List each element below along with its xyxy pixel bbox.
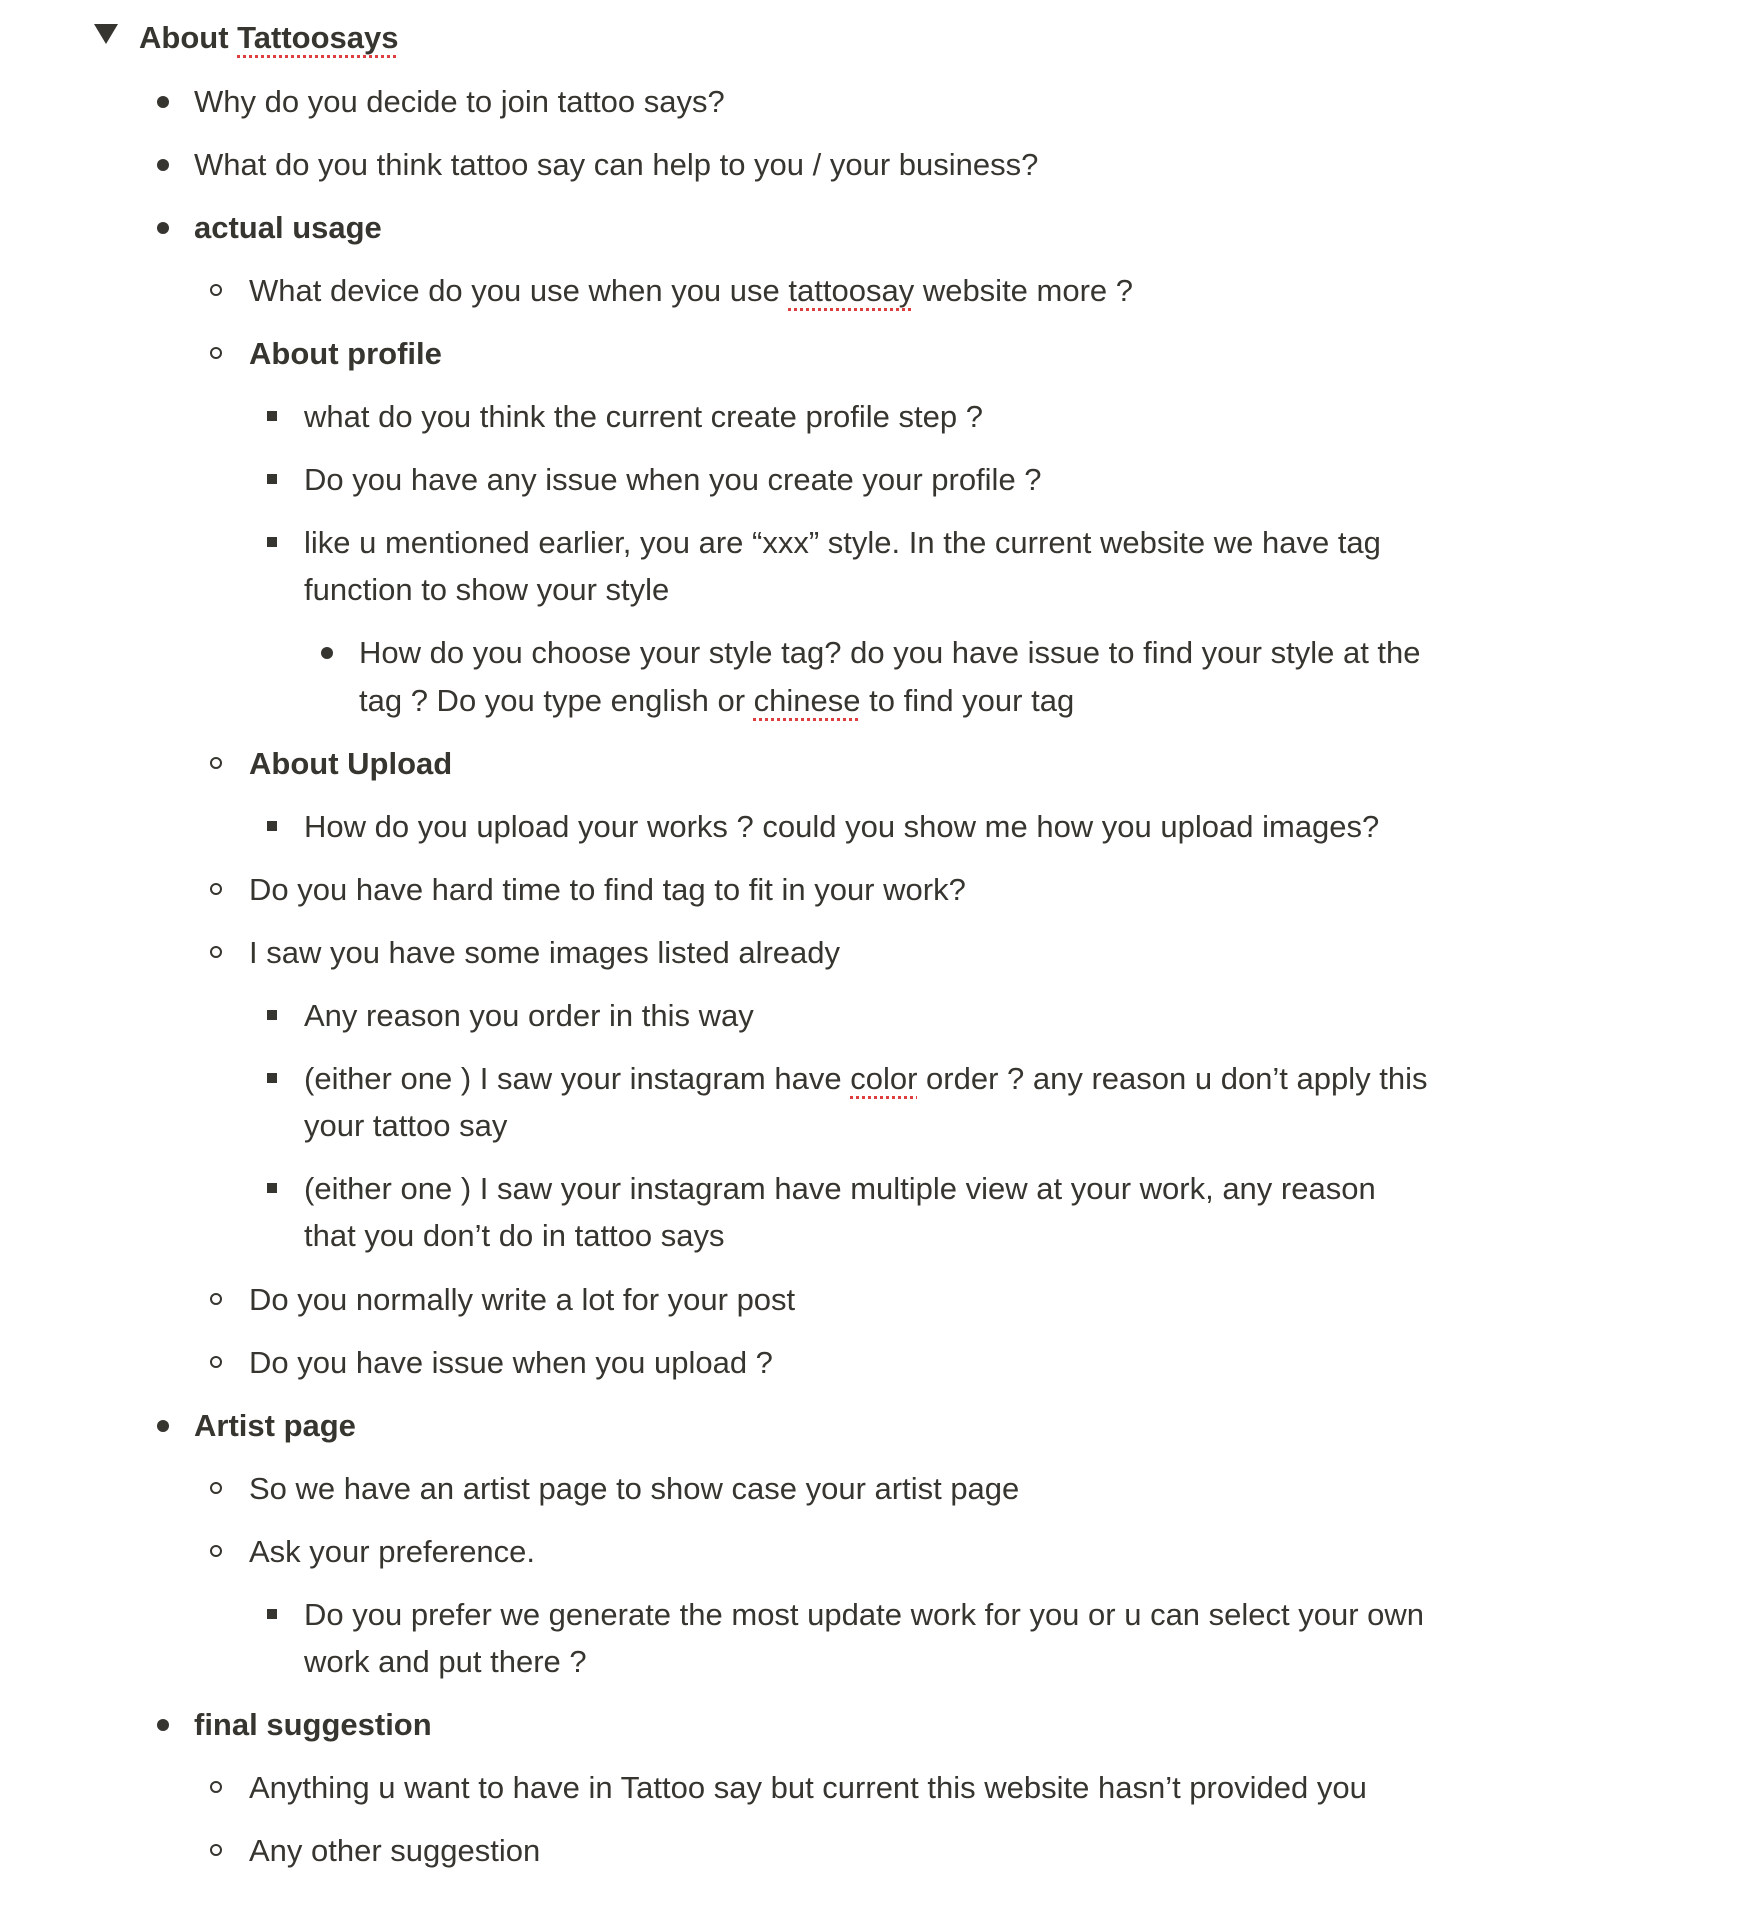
bullet-dot-icon [157, 159, 169, 171]
list-item-text: order ? any reason u don’t apply this [917, 1061, 1428, 1096]
list-item: Do you have issue when you upload ? [249, 1345, 773, 1380]
bullet-circle-icon [210, 1545, 222, 1557]
misspelled-word: tattoosay [788, 273, 915, 308]
bullet-circle-icon [210, 1844, 222, 1856]
list-item: Do you normally write a lot for your post [249, 1282, 796, 1317]
list-item: What do you think tattoo say can help to you / your business? [194, 147, 1039, 182]
bullet-dot-icon [157, 1719, 169, 1731]
list-item: what do you think the current create profile step ? [304, 399, 983, 434]
bullet-dot-icon [157, 96, 169, 108]
bullet-square-icon [267, 537, 277, 547]
misspelled-word: chinese [753, 683, 861, 718]
bullet-square-icon [267, 1010, 277, 1020]
list-item: Why do you decide to join tattoo says? [194, 84, 725, 119]
list-item-line: function to show your style [304, 572, 670, 607]
section-heading-actual-usage: actual usage [194, 210, 382, 245]
section-heading-artist-page: Artist page [194, 1408, 356, 1443]
list-item-line [304, 1055, 1428, 1103]
list-item-text: tag ? Do you type english or [359, 683, 754, 718]
list-item-line [359, 677, 1074, 725]
list-item-line: that you don’t do in tattoo says [304, 1218, 725, 1253]
list-item: So we have an artist page to show case your artist page [249, 1471, 1020, 1506]
toggle-title[interactable] [139, 14, 399, 62]
section-heading-final-suggestion: final suggestion [194, 1707, 432, 1742]
list-item-line: like u mentioned earlier, you are “xxx” style. In the current website we have tag [304, 525, 1381, 560]
list-item-line: (either one ) I saw your instagram have multiple view at your work, any reason [304, 1171, 1376, 1206]
list-item-line: your tattoo say [304, 1108, 508, 1143]
section-heading-about-upload: About Upload [249, 746, 453, 781]
toggle-triangle-down-icon[interactable] [94, 24, 118, 44]
list-item-line: How do you choose your style tag? do you have issue to find your style at the [359, 635, 1421, 670]
bullet-circle-icon [210, 946, 222, 958]
bullet-circle-icon [210, 757, 222, 769]
bullet-square-icon [267, 821, 277, 831]
toggle-title-word: Tattoosays [237, 20, 399, 55]
bullet-dot-icon [321, 647, 333, 659]
bullet-square-icon [267, 1183, 277, 1193]
list-item [249, 267, 1133, 315]
bullet-dot-icon [157, 1420, 169, 1432]
list-item-text: to find your tag [860, 683, 1075, 718]
bullet-square-icon [267, 1073, 277, 1083]
section-heading-about-profile: About profile [249, 336, 442, 371]
list-item: Any reason you order in this way [304, 998, 754, 1033]
bullet-circle-icon [210, 1293, 222, 1305]
list-item-text: (either one ) I saw your instagram have [304, 1061, 851, 1096]
misspelled-word: color [850, 1061, 918, 1096]
list-item-text: What device do you use when you use [249, 273, 789, 308]
list-item: I saw you have some images listed already [249, 935, 841, 970]
bullet-square-icon [267, 411, 277, 421]
bullet-square-icon [267, 1609, 277, 1619]
bullet-circle-icon [210, 347, 222, 359]
toggle-title-prefix: About [139, 20, 238, 55]
list-item-line: Do you prefer we generate the most update work for you or u can select your own [304, 1597, 1425, 1632]
bullet-circle-icon [210, 284, 222, 296]
list-item: Any other suggestion [249, 1833, 541, 1868]
bullet-circle-icon [210, 883, 222, 895]
list-item: Anything u want to have in Tattoo say but current this website hasn’t provided you [249, 1770, 1367, 1805]
bullet-square-icon [267, 474, 277, 484]
bullet-circle-icon [210, 1482, 222, 1494]
list-item: Do you have hard time to find tag to fit in your work? [249, 872, 966, 907]
bullet-circle-icon [210, 1781, 222, 1793]
bullet-circle-icon [210, 1356, 222, 1368]
list-item-text: website more ? [914, 273, 1134, 308]
bullet-dot-icon [157, 222, 169, 234]
list-item-line: work and put there ? [304, 1644, 587, 1679]
list-item: Ask your preference. [249, 1534, 536, 1569]
list-item: Do you have any issue when you create your profile ? [304, 462, 1042, 497]
list-item: How do you upload your works ? could you show me how you upload images? [304, 809, 1380, 844]
